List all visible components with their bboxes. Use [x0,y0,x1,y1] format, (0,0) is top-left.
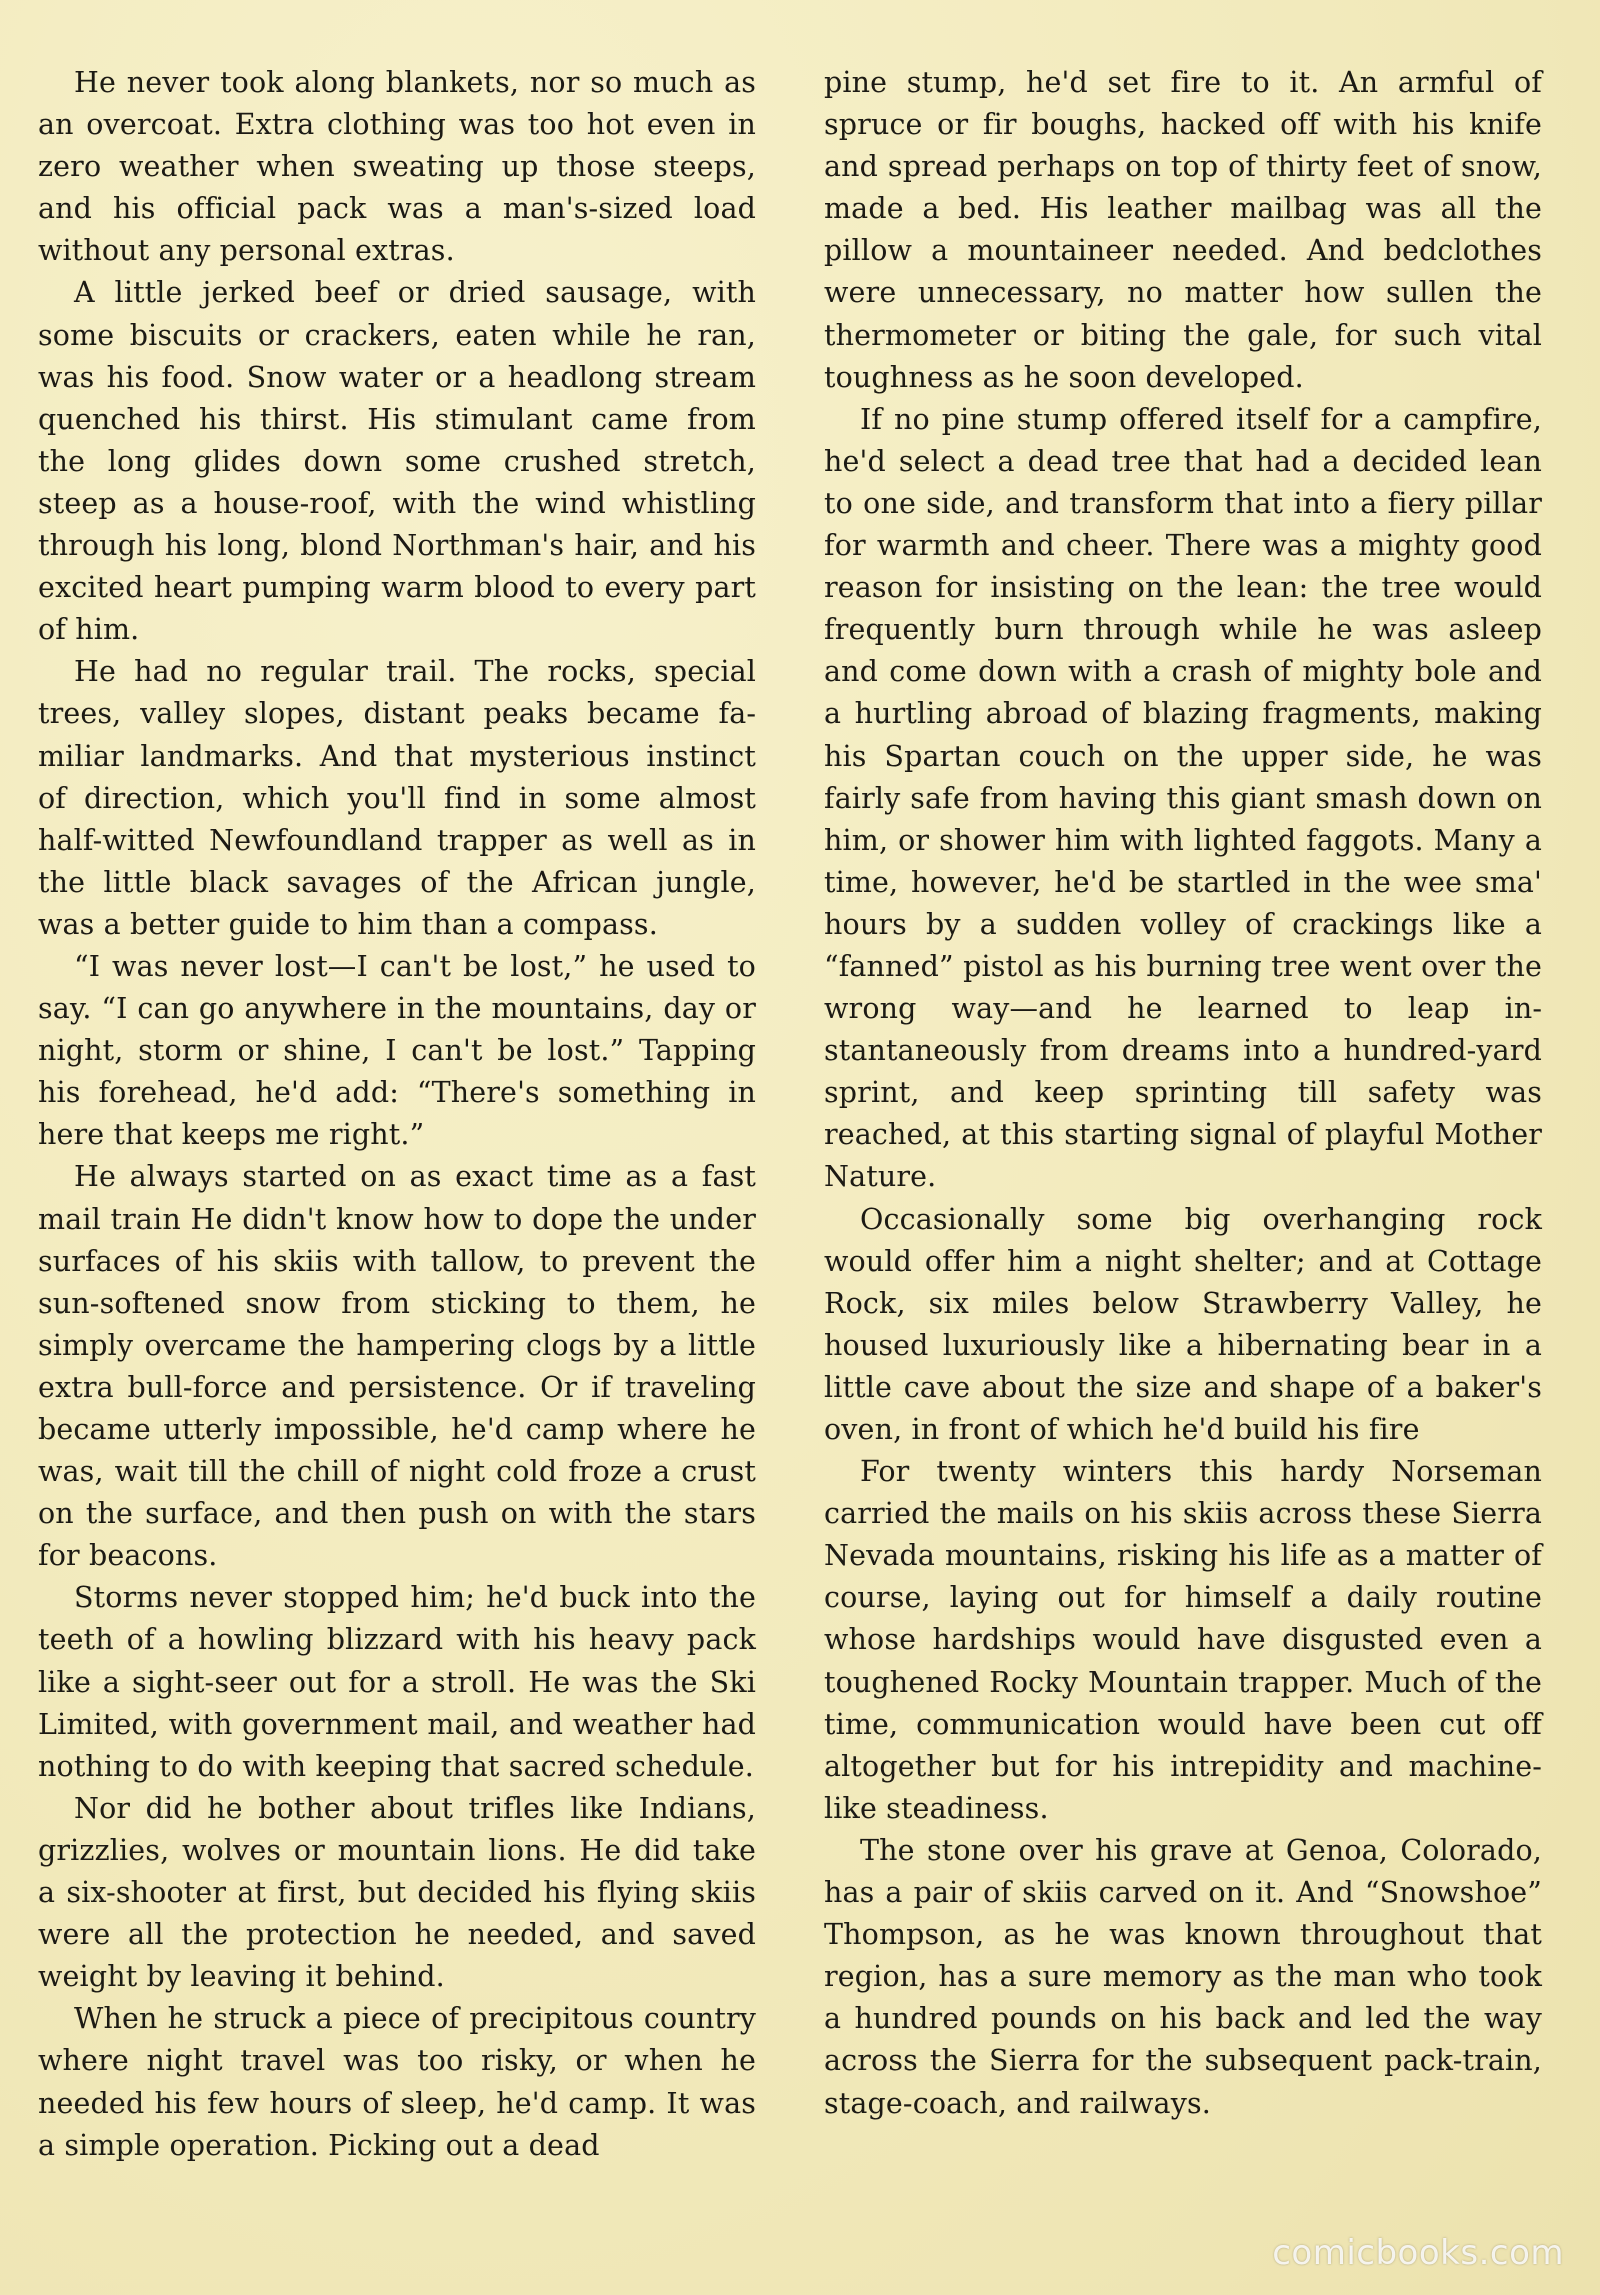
paragraph: Occasionally some big overhanging rock would offer him a night shelter; and at Cottage Rock, six miles below Strawberry Valley, he housed luxuriously like a hibernating bear in a little cave about the size and shape of a baker's oven, in front of which he'd build his fire [824,1202,1542,1446]
paragraph-continued: pine stump, he'd set fire to it. An armful of spruce or fir boughs, hacked off with his knife and spread perhaps on top of thirty feet of snow, made a bed. His leather mailbag was all the pillow a mountaineer needed. And bedclothes were unnecessary, no matter how sullen the thermometer or biting the gale, for such vital toughness as he soon developed. [824,66,1542,394]
left-text-column [38,62,756,2167]
paragraph: Storms never stopped him; he'd buck into the teeth of a howling blizzard with his heavy pack like a sight-seer out for a stroll. He was the Ski Limited, with government mail, and weather had nothing to do with keeping that sacred schedule. [38,1581,756,1783]
right-text-column [824,62,1542,2125]
paragraph: He always started on as exact time as a fast mail train He didn't know how to dope the under surfaces of his skiis with tallow, to prevent the sun-softened snow from sticking to them, he simply overcame the hampering clogs by a little extra bull-force and persistence. Or if traveling became utterly impossible, he'd camp where he was, wait till the chill of night cold froze a crust on the surface, and then push on with the stars for beacons. [38,1160,756,1573]
paragraph: He never took along blankets, nor so much as an overcoat. Extra clothing was too hot even in zero weather when sweating up those steeps, and his official pack was a man's-sized load without any personal extras. [38,66,756,268]
paragraph: If no pine stump offered itself for a campfire, he'd select a dead tree that had a decided lean to one side, and transform that into a fiery pillar for warmth and cheer. There was a mighty good reason for insisting on the lean: the tree would frequently burn through while he was asleep and come down with a crash of mighty bole and a hurtling abroad of blazing fragments, making his Spartan couch on the upper side, he was fairly safe from having this giant smash down on him, or shower him with lighted faggots. Many a time, however, he'd be startled in the wee sma' hours by a sudden volley of crackings like a “fanned” pistol as his burning tree went over the wrong way—and he learned to leap instantaneously from dreams into a hundred-yard sprint, and keep sprinting till safety was reached, at this starting signal of playful Mother Nature. [824,402,1542,1194]
paragraph: Nor did he bother about trifles like Indians, grizzlies, wolves or mountain lions. He did take a six-shooter at first, but decided his flying skiis were all the protection he needed, and saved weight by leaving it behind. [38,1791,756,1994]
paragraph: A little jerked beef or dried sausage, with some biscuits or crackers, eaten while he ran, was his food. Snow water or a headlong stream quenched his thirst. His stimulant came from the long glides down some crushed stretch, steep as a house-roof, with the wind whistling through his long, blond Northman's hair, and his excited heart pumping warm blood to every part of him. [38,276,756,647]
paragraph: For twenty winters this hardy Norseman carried the mails on his skiis across these Sierra Nevada mountains, risking his life as a matter of course, laying out for himself a daily routine whose hardships would have disgusted even a toughened Rocky Mountain trapper. Much of the time, communication would have been cut off altogether but for his intrepidity and machine-like steadiness. [824,1455,1542,1825]
site-watermark: comicbooks.com [1272,2233,1564,2273]
paragraph: The stone over his grave at Genoa, Colorado, has a pair of skiis carved on it. And “Snowshoe” Thompson, as he was known throughout that region, has a sure memory as the man who took a hundred pounds on his back and led the way across the Sierra for the subsequent pack-train, stage-coach, and railways. [824,1833,1542,2120]
paragraph: He had no regular trail. The rocks, special trees, valley slopes, distant peaks became familiar landmarks. And that mysterious instinct of direction, which you'll find in some almost half-witted Newfoundland trapper as well as in the little black savages of the African jungle, was a better guide to him than a compass. [38,655,756,941]
paragraph: When he struck a piece of precipitous country where night travel was too risky, or when he needed his few hours of sleep, he'd camp. It was a simple operation. Picking out a dead [38,2002,756,2162]
paragraph: “I was never lost—I can't be lost,” he used to say. “I can go anywhere in the mountains, day or night, storm or shine, I can't be lost.” Tapping his forehead, he'd add: “There's something in here that keeps me right.” [38,949,756,1152]
